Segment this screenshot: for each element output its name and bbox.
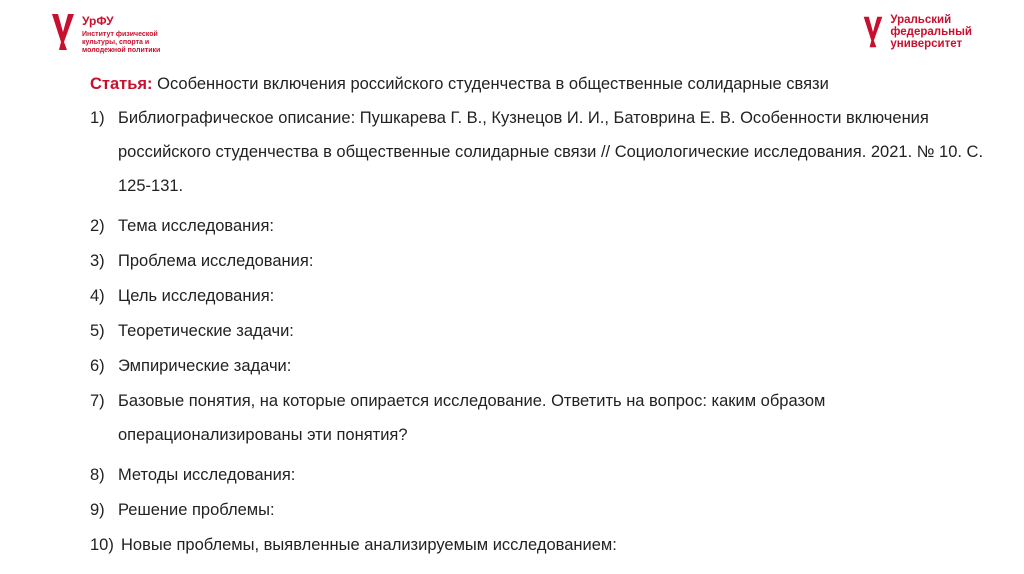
item-text: Цель исследования: bbox=[118, 287, 275, 305]
questions-list bbox=[90, 106, 984, 557]
item-number: 10) bbox=[90, 536, 114, 554]
item-text: Новые проблемы, выявленные анализируемым исследованием: bbox=[121, 536, 617, 554]
item-number: 5) bbox=[90, 322, 105, 340]
item-number: 1) bbox=[90, 109, 105, 127]
item-text: Методы исследования: bbox=[118, 466, 296, 484]
list-item bbox=[90, 463, 984, 487]
logo-institute-name: Институт физической культуры, спорта и молодежной политики bbox=[82, 31, 161, 54]
item-text: Эмпирические задачи: bbox=[118, 357, 292, 375]
list-item bbox=[90, 249, 984, 273]
urfu-logo-icon bbox=[862, 14, 884, 50]
item-number: 3) bbox=[90, 252, 105, 270]
urfu-university-logo bbox=[862, 14, 972, 50]
item-number: 8) bbox=[90, 466, 105, 484]
slide-content bbox=[90, 72, 984, 568]
urfu-institute-logo bbox=[50, 12, 192, 55]
item-number: 7) bbox=[90, 392, 105, 410]
item-number: 6) bbox=[90, 357, 105, 375]
article-title-line bbox=[90, 72, 984, 96]
item-text: Проблема исследования: bbox=[118, 252, 314, 270]
list-item bbox=[90, 319, 984, 343]
item-number: 4) bbox=[90, 287, 105, 305]
list-item bbox=[90, 498, 984, 522]
list-item bbox=[90, 389, 984, 452]
list-item bbox=[90, 354, 984, 378]
urfu-logo-icon bbox=[50, 12, 76, 52]
item-text: Базовые понятия, на которые опирается исследование. Ответить на вопрос: каким образом операционализированы эти понятия? bbox=[118, 392, 826, 444]
logo-text-line: Уральский bbox=[890, 14, 952, 26]
item-number: 2) bbox=[90, 217, 105, 235]
item-number: 9) bbox=[90, 501, 105, 519]
list-item bbox=[90, 533, 984, 557]
item-text: Теоретические задачи: bbox=[118, 322, 294, 340]
logo-text-line: университет bbox=[890, 38, 963, 50]
item-text: Тема исследования: bbox=[118, 217, 275, 235]
list-item bbox=[90, 284, 984, 308]
item-text: Библиографическое описание: Пушкарева Г. В., Кузнецов И. И., Батоврина Е. В. Особенности включения российского студенчества в общественные солидарные связи // Социологические исследования. 2021. № 10. С. 125-131. bbox=[118, 109, 984, 195]
article-label: Статья: bbox=[90, 75, 153, 93]
item-text: Решение проблемы: bbox=[118, 501, 275, 519]
list-item bbox=[90, 214, 984, 238]
list-item bbox=[90, 106, 984, 203]
logo-brand: УрФУ bbox=[82, 14, 114, 28]
article-title: Особенности включения российского студенчества в общественные солидарные связи bbox=[157, 75, 829, 93]
logo-text-line: федеральный bbox=[890, 26, 972, 38]
